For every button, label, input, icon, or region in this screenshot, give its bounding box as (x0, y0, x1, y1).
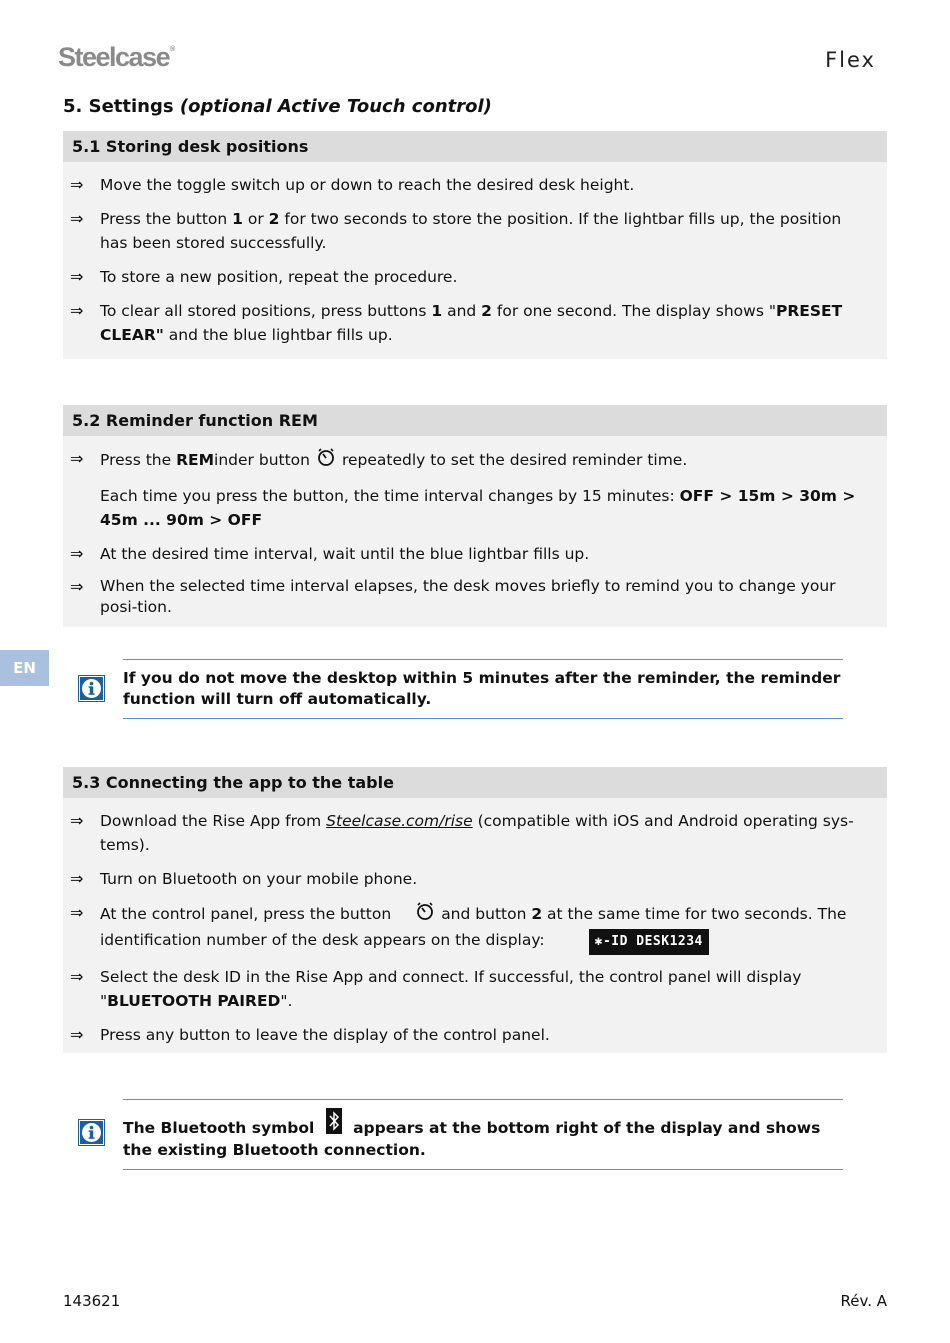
section-title: 5.2 Reminder function REM (63, 405, 887, 436)
list-item: ⇒ To store a new position, repeat the procedure. (63, 265, 887, 289)
note-callout: If you do not move the desktop within 5 minutes after the reminder, the reminder function will turn off automatically. (123, 659, 843, 719)
info-icon (78, 1119, 105, 1146)
arrow-icon: ⇒ (70, 577, 84, 596)
section-reminder-function (63, 405, 887, 627)
list-item: ⇒ At the desired time interval, wait until the blue lightbar fills up. (63, 542, 887, 566)
arrow-icon: ⇒ (70, 967, 84, 986)
timer-icon (316, 447, 336, 474)
list-item: ⇒ Press the REMinder button repeatedly to set the desired reminder time. (63, 447, 887, 474)
list-item: ⇒ At the control panel, press the button and button 2 at the same time for two seconds. The identification number of the desk appears on the display: ✱-ID DESK1234 (63, 901, 887, 955)
list-item: ⇒ Move the toggle switch up or down to reach the desired desk height. (63, 173, 887, 197)
desk-id-display: ✱-ID DESK1234 (589, 929, 709, 955)
arrow-icon: ⇒ (70, 869, 84, 888)
section-title: 5.3 Connecting the app to the table (63, 767, 887, 798)
list-item: ⇒ To clear all stored positions, press buttons 1 and 2 for one second. The display shows "PRESET CLEAR" and the blue lightbar fills up. (70, 301, 843, 344)
revision-label: Rév. A (840, 1292, 887, 1310)
brand-logo: Steelcase® (58, 42, 176, 72)
list-item: ⇒ Turn on Bluetooth on your mobile phone. (63, 867, 887, 891)
document-number: 143621 (63, 1292, 121, 1310)
section-title: 5.1 Storing desk positions (63, 131, 887, 162)
timer-icon (415, 901, 435, 928)
arrow-icon: ⇒ (70, 811, 84, 830)
arrow-icon: ⇒ (70, 301, 84, 320)
bluetooth-icon (326, 1108, 342, 1140)
rise-app-link[interactable]: Steelcase.com/rise (326, 812, 473, 830)
arrow-icon: ⇒ (70, 175, 84, 194)
info-icon (78, 675, 105, 702)
list-item: ⇒ When the selected time interval elapses, the desk moves briefly to remind you to change your posi-tion. (70, 577, 836, 616)
arrow-icon: ⇒ (70, 267, 84, 286)
section-storing-positions (63, 131, 887, 359)
section-connecting-app (63, 767, 887, 1053)
product-name: Flex (825, 48, 876, 72)
list-item: ⇒ Press any button to leave the display of the control panel. (63, 1023, 887, 1047)
arrow-icon: ⇒ (70, 209, 84, 228)
note-callout: The Bluetooth symbol appears at the bottom right of the display and shows the existing Bluetooth connection. (123, 1099, 843, 1170)
arrow-icon: ⇒ (70, 903, 84, 922)
language-tab: EN (0, 650, 49, 686)
arrow-icon: ⇒ (70, 1025, 84, 1044)
list-item: ⇒ Download the Rise App from Steelcase.com/rise (compatible with iOS and Android operating sys-tems). (70, 811, 854, 854)
page-heading: 5. Settings (optional Active Touch control) (63, 96, 492, 117)
arrow-icon: ⇒ (70, 544, 84, 563)
paragraph: Each time you press the button, the time interval changes by 15 minutes: OFF > 15m > 30m > 45m ... 90m > OFF (100, 487, 856, 529)
arrow-icon: ⇒ (70, 449, 84, 468)
list-item: ⇒ Select the desk ID in the Rise App and connect. If successful, the control panel will display "BLUETOOTH PAIRED". (70, 967, 802, 1010)
list-item: ⇒ Press the button 1 or 2 for two seconds to store the position. If the lightbar fills up, the position has been stored successfully. (70, 209, 842, 252)
